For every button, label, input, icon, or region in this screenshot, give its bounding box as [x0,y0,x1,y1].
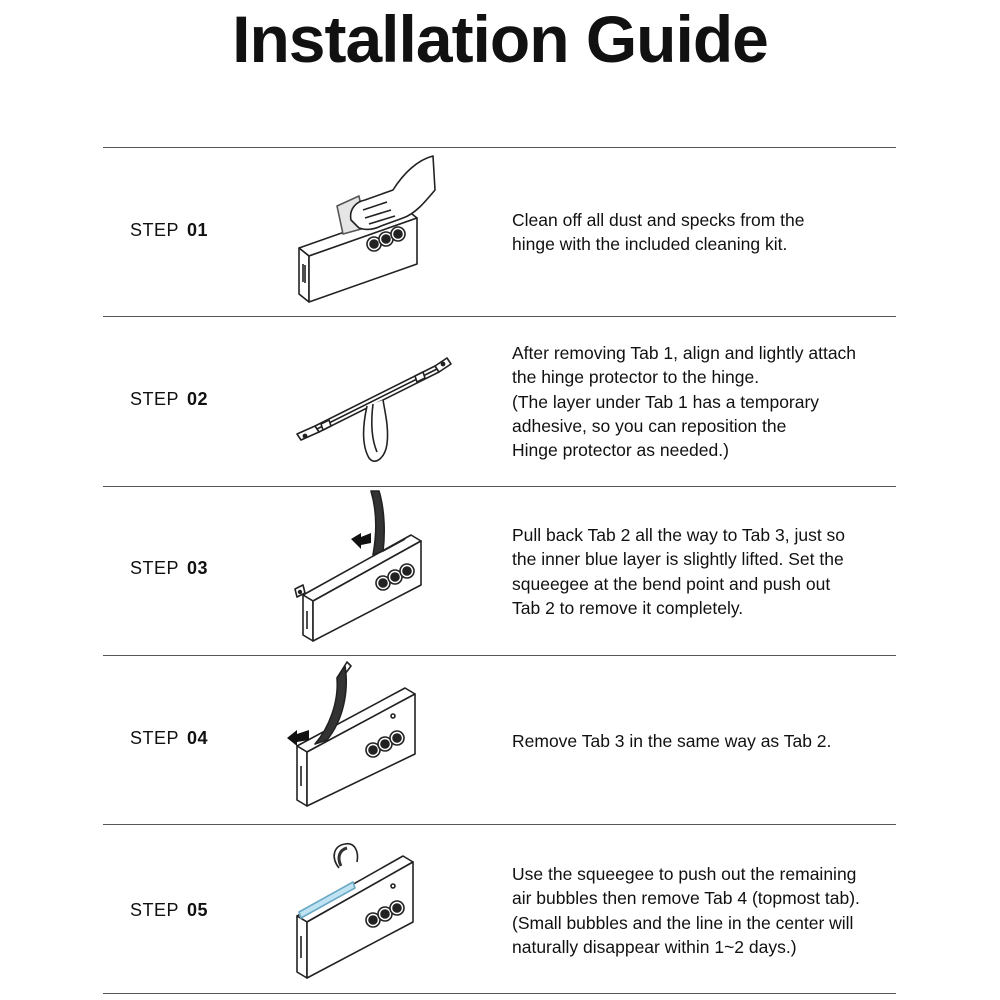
description-line: adhesive, so you can reposition the [512,415,787,436]
step-number: 04 [187,728,209,748]
divider [103,316,896,317]
description-line: squeegee at the bend point and push out [512,573,831,594]
divider [103,824,896,825]
description-line: air bubbles then remove Tab 4 (topmost tab). [512,888,860,909]
description-line: Clean off all dust and specks from the [512,210,805,230]
step-number: 02 [187,389,209,409]
divider [103,147,896,148]
step-label: STEP 01 [130,220,209,240]
description-line: hinge with the included cleaning kit. [512,234,788,255]
step-number: 05 [187,900,209,920]
hinge-protector-strip-icon [285,320,465,480]
description-line: the hinge protector to the hinge. [512,367,760,388]
remove-tab-4-icon [285,828,465,988]
description-line: Remove Tab 3 in the same way as Tab 2. [512,731,832,751]
step-label: STEP 03 [130,558,209,578]
divider [103,993,896,994]
step-description [512,729,912,753]
step-number: 03 [187,558,209,578]
page-title: Installation Guide [232,2,768,76]
step-description [512,862,912,959]
step-description [512,341,912,462]
description-line: the inner blue layer is slightly lifted. Set the [512,549,844,570]
description-line: Hinge protector as needed.) [512,440,729,461]
divider [103,655,896,656]
step-number: 01 [187,220,209,240]
description-line: Pull back Tab 2 all the way to Tab 3, just so [512,525,846,545]
step-label: STEP 02 [130,389,209,409]
description-line: After removing Tab 1, align and lightly attach [512,343,857,363]
description-line: (Small bubbles and the line in the center will [512,912,854,933]
step-label: STEP 04 [130,728,209,748]
step-description [512,523,912,620]
description-line: (The layer under Tab 1 has a temporary [512,391,820,412]
divider [103,486,896,487]
step-description [512,208,912,257]
description-line: Use the squeegee to push out the remaining [512,864,857,884]
pull-tab-2-icon [285,489,465,649]
remove-tab-3-icon [285,658,465,818]
phone-cleaning-icon [285,152,465,312]
description-line: Tab 2 to remove it completely. [512,597,744,618]
description-line: naturally disappear within 1~2 days.) [512,936,797,957]
step-label: STEP 05 [130,900,209,920]
